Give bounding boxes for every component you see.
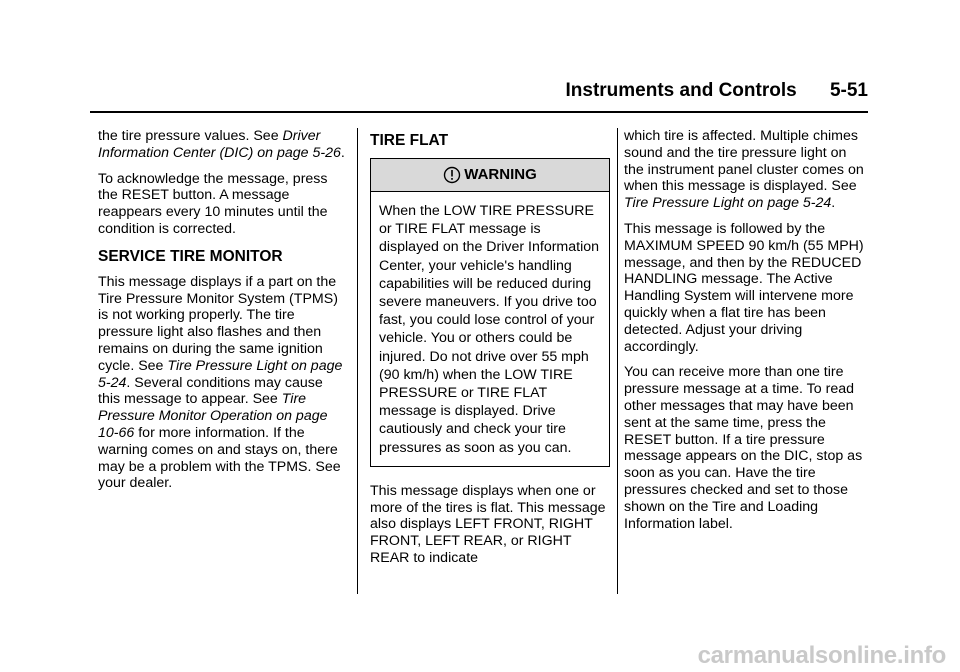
header-rule <box>90 111 868 113</box>
page-number: 5-51 <box>829 80 868 101</box>
paragraph-maximum-speed: This message is followed by the MAXIMUM SPEED 90 km/h (55 MPH) message, and then by the REDUCED HANDLING message. The Active Handling System will intervene more quickly when a flat tire has been detected. Adjust your driving accordingly. <box>624 220 864 355</box>
paragraph-service-tire-monitor: This message displays if a part on the Tire Pressure Monitor System (TPMS) is not working properly. The tire pressure light also flashes and then remains on during the same ignition cycle. See Tire Pressure Light on page 5-24. Several conditions may cause this message to appear. See Tire Pressure Monitor Operation on page 10-66 for more information. If the warning comes on and stays on, there may be a problem with the TPMS. See your dealer. <box>98 273 343 492</box>
link-tire-pressure-light[interactable]: Tire Pressure Light on page 5-24 <box>624 195 832 212</box>
heading-tire-flat: TIRE FLAT <box>370 132 449 149</box>
watermark: carmanualsonline.info <box>697 642 946 669</box>
column-divider <box>617 128 618 594</box>
warning-icon <box>443 166 461 184</box>
paragraph-tire-flat: This message displays when one or more of the tires is flat. This message also displays LEFT FRONT, RIGHT FRONT, LEFT REAR, or RIGHT REAR to indicate <box>370 482 606 567</box>
paragraph-acknowledge: To acknowledge the message, press the RESET button. A message reappears every 10 minutes until the condition is corrected. <box>98 170 328 237</box>
link-tire-pressure-monitor-operation[interactable]: Tire Pressure Monitor Operation on page 10-66 <box>98 391 328 441</box>
page-header <box>566 80 869 102</box>
section-title: Instruments and Controls <box>565 80 797 101</box>
warning-body: When the LOW TIRE PRESSURE or TIRE FLAT message is displayed on the Driver Information Center, your vehicle's handling capabilities will be reduced during severe maneuvers. If you drive too fast, you could lose control of your vehicle. You or others could be injured. Do not drive over 55 mph (90 km/h) when the LOW TIRE PRESSURE or TIRE FLAT message is displayed. Drive cautiously and check your tire pressures as soon as you can. <box>379 203 600 456</box>
column-left <box>98 128 346 501</box>
paragraph-which-tire: which tire is affected. Multiple chimes sound and the tire pressure light on the instrument panel cluster comes on when this message is displayed. See Tire Pressure Light on page 5-24. <box>624 128 864 212</box>
heading-service-tire-monitor: SERVICE TIRE MONITOR <box>98 247 283 265</box>
paragraph-tire-pressure-values: the tire pressure values. See Driver Information Center (DIC) on page 5-26. <box>98 128 345 161</box>
warning-box <box>370 158 610 467</box>
link-tire-pressure-light[interactable]: Tire Pressure Light on page 5-24 <box>98 357 343 391</box>
column-divider <box>357 128 358 594</box>
column-middle <box>370 128 610 576</box>
column-right <box>624 128 869 541</box>
paragraph-multiple-messages: You can receive more than one tire pressure message at a time. To read other messages that may have been sent at the same time, press the RESET button. If a tire pressure message appears on the DIC, stop as soon as you can. Have the tire pressures checked and set to those shown on the Tire and Loading Information label. <box>624 364 863 532</box>
warning-title: WARNING <box>464 165 537 183</box>
warning-header <box>371 159 609 192</box>
link-driver-information-center[interactable]: Driver Information Center (DIC) on page 5-26 <box>98 128 341 161</box>
